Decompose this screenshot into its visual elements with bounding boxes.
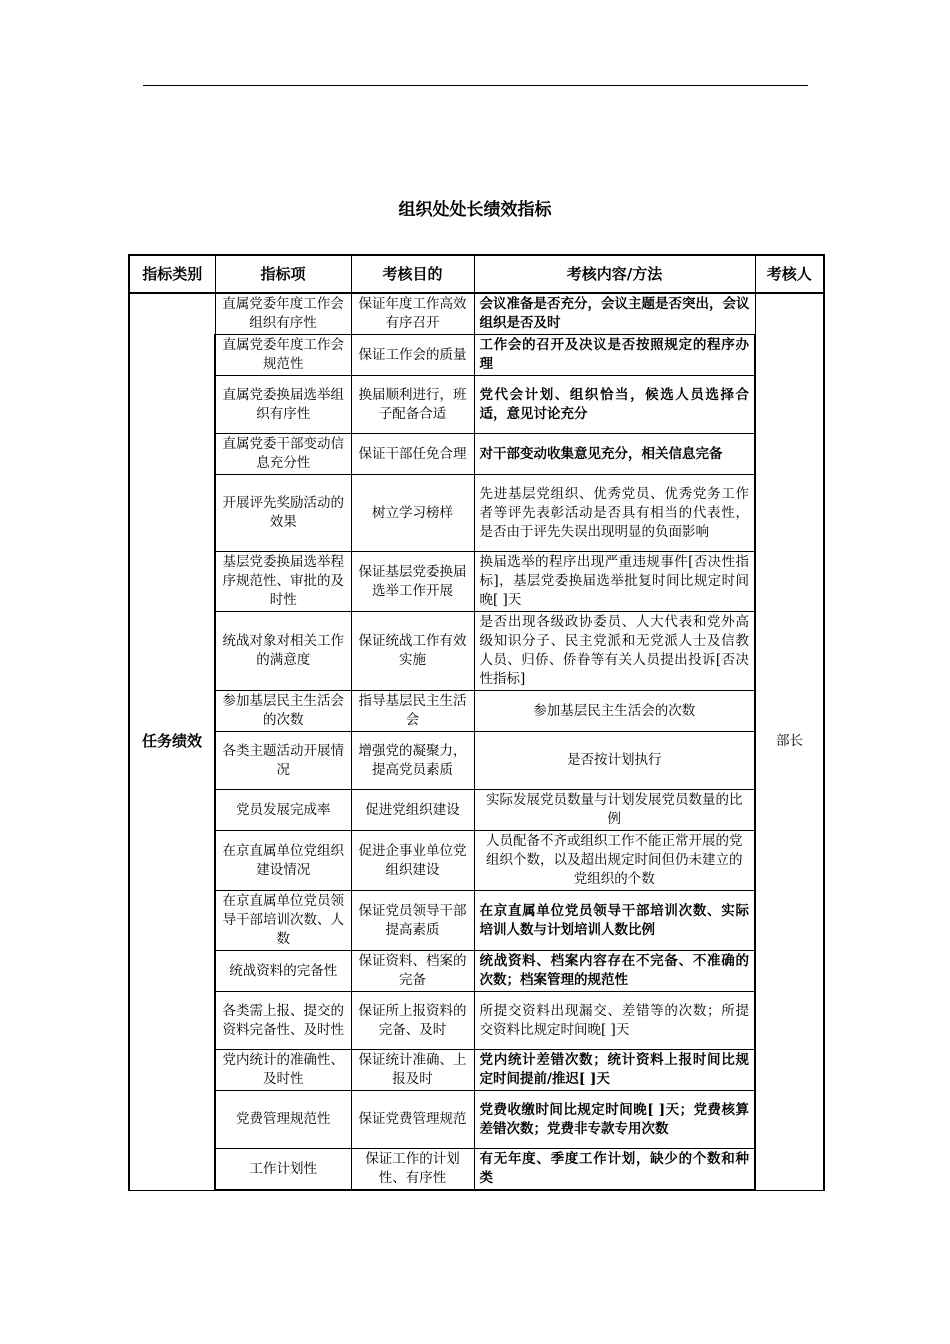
- purpose-cell: 增强党的凝聚力，提高党员素质: [351, 732, 474, 790]
- content-cell: 会议准备是否充分，会议主题是否突出，会议组织是否及时: [474, 293, 755, 335]
- content-cell: 对干部变动收集意见充分，相关信息完备: [474, 434, 755, 475]
- purpose-cell: 保证工作会的质量: [351, 335, 474, 376]
- item-cell: 统战资料的完备性: [215, 951, 351, 992]
- table-row: [129, 376, 824, 434]
- item-cell: 在京直属单位党组织建设情况: [215, 831, 351, 891]
- item-cell: 在京直属单位党员领导干部培训次数、人数: [215, 891, 351, 951]
- item-cell: 直属党委换届选举组织有序性: [215, 376, 351, 434]
- item-cell: 直属党委年度工作会规范性: [215, 335, 351, 376]
- content-cell: 参加基层民主生活会的次数: [474, 691, 755, 732]
- item-cell: 工作计划性: [215, 1149, 351, 1191]
- content-cell: 党代会计划、组织恰当，候选人员选择合适，意见讨论充分: [474, 376, 755, 434]
- header-reviewer: 考核人: [755, 255, 824, 293]
- purpose-cell: 促进党组织建设: [351, 790, 474, 831]
- content-cell: 是否按计划执行: [474, 732, 755, 790]
- purpose-cell: 保证资料、档案的完备: [351, 951, 474, 992]
- content-cell: 先进基层党组织、优秀党员、优秀党务工作者等评先表彰活动是否具有相当的代表性，是否由于评先失误出现明显的负面影响: [474, 475, 755, 552]
- table-row: [129, 891, 824, 951]
- table-row: [129, 691, 824, 732]
- item-cell: 参加基层民主生活会的次数: [215, 691, 351, 732]
- header-purpose: 考核目的: [351, 255, 474, 293]
- table-row: [129, 992, 824, 1050]
- table-row: [129, 434, 824, 475]
- content-cell: 人员配备不齐或组织工作不能正常开展的党组织个数，以及超出规定时间但仍未建立的党组织的个数: [474, 831, 755, 891]
- item-cell: 开展评先奖励活动的效果: [215, 475, 351, 552]
- table-row: [129, 475, 824, 552]
- purpose-cell: 保证党员领导干部提高素质: [351, 891, 474, 951]
- item-cell: 党内统计的准确性、及时性: [215, 1050, 351, 1091]
- item-cell: 各类主题活动开展情况: [215, 732, 351, 790]
- purpose-cell: 保证年度工作高效有序召开: [351, 293, 474, 335]
- content-cell: 是否出现各级政协委员、人大代表和党外高级知识分子、民主党派和无党派人士及信教人员、归侨、侨眷等有关人员提出投诉[否决性指标]: [474, 612, 755, 691]
- content-cell: 有无年度、季度工作计划，缺少的个数和种类: [474, 1149, 755, 1191]
- purpose-cell: 保证统战工作有效实施: [351, 612, 474, 691]
- content-cell: 实际发展党员数量与计划发展党员数量的比例: [474, 790, 755, 831]
- purpose-cell: 保证干部任免合理: [351, 434, 474, 475]
- reviewer-cell: 部长: [755, 293, 824, 1190]
- table-row: [129, 831, 824, 891]
- item-cell: 各类需上报、提交的资料完备性、及时性: [215, 992, 351, 1050]
- table-row: [129, 552, 824, 612]
- item-cell: 统战对象对相关工作的满意度: [215, 612, 351, 691]
- item-cell: 直属党委干部变动信息充分性: [215, 434, 351, 475]
- kpi-table: [128, 254, 825, 1191]
- purpose-cell: 换届顺利进行，班子配备合适: [351, 376, 474, 434]
- purpose-cell: 保证基层党委换届选举工作开展: [351, 552, 474, 612]
- content-cell: 党费收缴时间比规定时间晚[ ]天；党费核算差错次数；党费非专款专用次数: [474, 1091, 755, 1149]
- item-cell: 直属党委年度工作会组织有序性: [215, 293, 351, 335]
- table-row: [129, 612, 824, 691]
- table-row: [129, 732, 824, 790]
- header-item: 指标项: [215, 255, 351, 293]
- table-header-row: [129, 255, 824, 293]
- header-category: 指标类别: [129, 255, 215, 293]
- table-row: [129, 1149, 824, 1191]
- table-row: [129, 1091, 824, 1149]
- content-cell: 在京直属单位党员领导干部培训次数、实际培训人数与计划培训人数比例: [474, 891, 755, 951]
- purpose-cell: 保证党费管理规范: [351, 1091, 474, 1149]
- item-cell: 党费管理规范性: [215, 1091, 351, 1149]
- item-cell: 党员发展完成率: [215, 790, 351, 831]
- purpose-cell: 保证工作的计划性、有序性: [351, 1149, 474, 1191]
- content-cell: 换届选举的程序出现严重违规事件[否决性指标]，基层党委换届选举批复时间比规定时间晚[ ]天: [474, 552, 755, 612]
- purpose-cell: 指导基层民主生活会: [351, 691, 474, 732]
- purpose-cell: 促进企事业单位党组织建设: [351, 831, 474, 891]
- table-row: [129, 335, 824, 376]
- content-cell: 党内统计差错次数；统计资料上报时间比规定时间提前/推迟[ ]天: [474, 1050, 755, 1091]
- table-row: [129, 951, 824, 992]
- table-row: [129, 790, 824, 831]
- content-cell: 所提交资料出现漏交、差错等的次数；所提交资料比规定时间晚[ ]天: [474, 992, 755, 1050]
- content-cell: 统战资料、档案内容存在不完备、不准确的次数；档案管理的规范性: [474, 951, 755, 992]
- purpose-cell: 保证统计准确、上报及时: [351, 1050, 474, 1091]
- purpose-cell: 保证所上报资料的完备、及时: [351, 992, 474, 1050]
- header-rule: [143, 85, 808, 86]
- page-title: 组织处处长绩效指标: [398, 200, 552, 220]
- category-cell: 任务绩效: [129, 293, 215, 1190]
- item-cell: 基层党委换届选举程序规范性、审批的及时性: [215, 552, 351, 612]
- table-row: [129, 293, 824, 335]
- header-content: 考核内容/方法: [474, 255, 755, 293]
- content-cell: 工作会的召开及决议是否按照规定的程序办理: [474, 335, 755, 376]
- purpose-cell: 树立学习榜样: [351, 475, 474, 552]
- table-row: [129, 1050, 824, 1091]
